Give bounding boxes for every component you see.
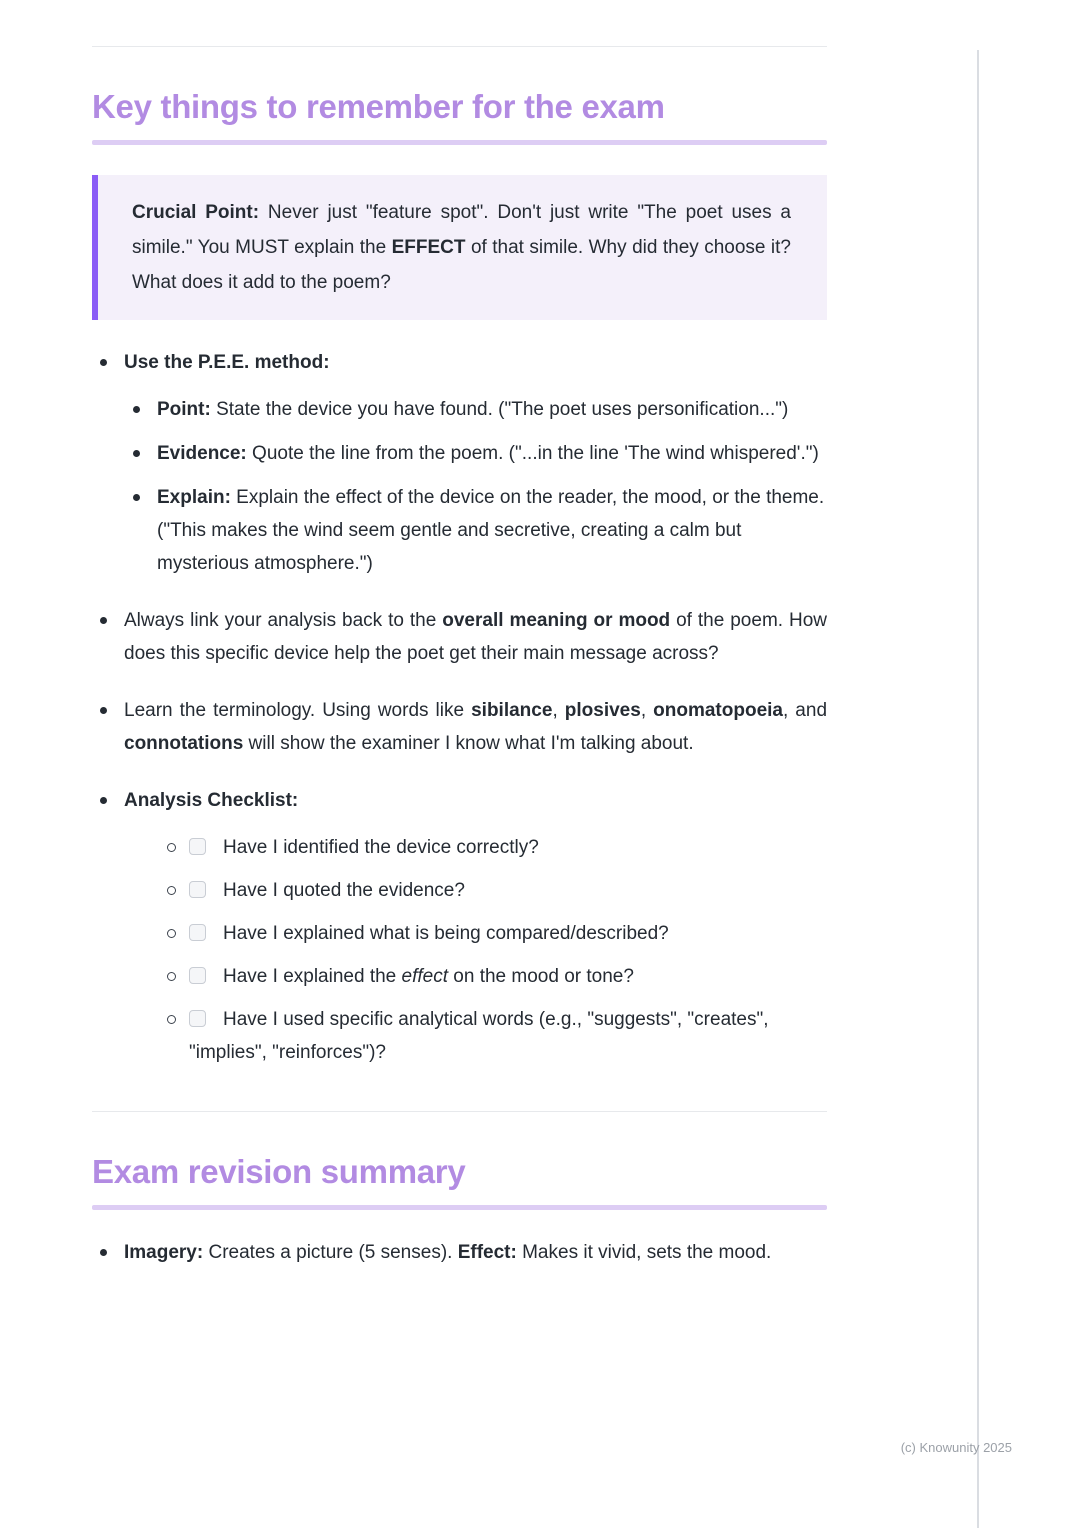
- copyright-watermark: (c) Knowunity 2025: [900, 1440, 1012, 1455]
- checklist-checkbox[interactable]: [189, 881, 206, 898]
- checklist-checkbox[interactable]: [189, 967, 206, 984]
- page-edge-line: [977, 50, 979, 1528]
- checklist-item-text: Have I explained the effect on the mood or tone?: [223, 966, 634, 987]
- pee-sublist: [124, 393, 827, 580]
- document-content: [92, 46, 827, 1269]
- sub-bullet-explain: Explain: Explain the effect of the device on the reader, the mood, or the theme. ("This makes the wind seem gentle and secretive, creating a calm but mysterious atmosphere."): [124, 481, 827, 580]
- checklist-item: [124, 874, 827, 907]
- checklist-item: [124, 1003, 827, 1069]
- bullet-item-imagery: Imagery: Creates a picture (5 senses). Effect: Makes it vivid, sets the mood.: [92, 1236, 827, 1269]
- bullet-item-analysis-checklist: [92, 784, 827, 1069]
- checklist-item-text: Have I explained what is being compared/described?: [223, 923, 669, 944]
- sub-bullet-point: Point: State the device you have found. ("The poet uses personification..."): [124, 393, 827, 426]
- checklist-checkbox[interactable]: [189, 924, 206, 941]
- key-things-list: [92, 346, 827, 1069]
- checklist-item-text: Have I quoted the evidence?: [223, 880, 465, 901]
- bullet-text: Use the P.E.E. method:: [124, 352, 330, 373]
- title-underline-bar: [92, 140, 827, 145]
- horizontal-divider: [92, 46, 827, 47]
- bullet-item-link-meaning: Always link your analysis back to the overall meaning or mood of the poem. How does this specific device help the poet get their main message across?: [92, 604, 827, 670]
- sub-bullet-evidence: Evidence: Quote the line from the poem. ("...in the line 'The wind whispered'."): [124, 437, 827, 470]
- section-title-key-things: Key things to remember for the exam: [92, 88, 665, 125]
- checklist-item-text: Have I used specific analytical words (e.g., "suggests", "creates", "implies", "reinforces")?: [189, 1009, 769, 1063]
- title-underline-bar: [92, 1205, 827, 1210]
- checklist-item: [124, 831, 827, 864]
- checklist-checkbox[interactable]: [189, 1010, 206, 1027]
- checklist-checkbox[interactable]: [189, 838, 206, 855]
- bullet-text: Analysis Checklist:: [124, 790, 299, 811]
- analysis-checklist: [124, 831, 827, 1069]
- callout-text: Crucial Point: Never just "feature spot". Don't just write "The poet uses a simile." You MUST explain the EFFECT of that simile. Why did they choose it? What does it add to the poem?: [132, 202, 791, 293]
- bullet-item-terminology: Learn the terminology. Using words like sibilance, plosives, onomatopoeia, and connotations will show the examiner I know what I'm talking about.: [92, 694, 827, 760]
- bullet-item-pee-method: [92, 346, 827, 580]
- horizontal-divider: [92, 1111, 827, 1112]
- checklist-item-text: Have I identified the device correctly?: [223, 837, 539, 858]
- summary-list: [92, 1236, 827, 1269]
- section-title-exam-summary: Exam revision summary: [92, 1153, 466, 1190]
- crucial-point-callout: [92, 175, 827, 320]
- checklist-item: [124, 917, 827, 950]
- checklist-item: [124, 960, 827, 993]
